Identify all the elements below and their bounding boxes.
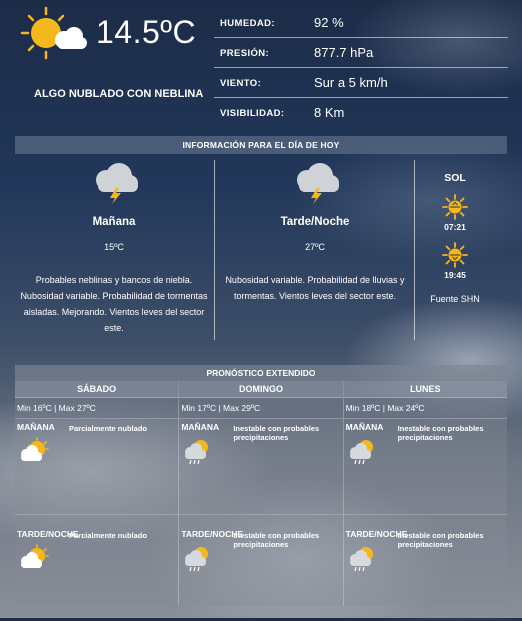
slot-title: TARDE/NOCHE: [17, 529, 79, 539]
period-description: Nubosidad variable. Probabilidad de lluvias y tormentas. Vientos leves del sector este.: [225, 275, 405, 301]
today-afternoon: [222, 160, 408, 304]
stat-value: Sur a 5 km/h: [314, 75, 388, 90]
storm-cloud-icon: [86, 160, 142, 204]
sunrise-icon: [442, 194, 468, 220]
slot-title: TARDE/NOCHE: [345, 529, 408, 539]
slot-description: Inestable con probables precipitaciones: [397, 424, 484, 442]
slot-description: Inestable con probables precipitaciones: [397, 531, 484, 549]
slot-title: TARDE/NOCHE: [181, 529, 244, 539]
night-slot: [344, 526, 508, 621]
stat-pressure: [214, 38, 508, 68]
day-column: [179, 381, 343, 606]
stat-visibility: [214, 98, 508, 127]
slot-description: Parcialmente nublado: [69, 424, 147, 433]
current-stats: [214, 8, 508, 127]
slot-title: MAÑANA: [345, 422, 384, 432]
day-name: DOMINGO: [179, 381, 342, 398]
day-column: [15, 381, 179, 606]
sunset-time: 19:45: [444, 270, 466, 280]
current-temperature: 14.5ºC: [96, 14, 197, 50]
stat-value: 8 Km: [314, 105, 345, 120]
day-name: LUNES: [344, 381, 507, 398]
partly-cloudy-icon: [17, 437, 53, 465]
stat-value: 877.7 hPa: [314, 45, 374, 60]
sunrise-time: 07:21: [444, 222, 466, 232]
slot-description: Parcialmente nublado: [69, 531, 147, 540]
sun-panel: [418, 172, 492, 304]
day-minmax: Min 18ºC | Max 24ºC: [344, 398, 507, 419]
period-temp: 27ºC: [305, 242, 325, 252]
period-temp: 15ºC: [104, 242, 124, 252]
morning-slot: [179, 419, 343, 515]
day-name: SÁBADO: [15, 381, 178, 398]
day-columns: [15, 381, 507, 606]
today-morning: [18, 160, 210, 336]
current-conditions: [0, 0, 522, 130]
today-header: INFORMACIÓN PARA EL DÍA DE HOY: [15, 136, 507, 154]
extended-header: PRONÓSTICO EXTENDIDO: [15, 365, 507, 381]
stat-humidity: [214, 8, 508, 38]
storm-cloud-icon: [287, 160, 343, 204]
sun-rain-icon: [346, 544, 382, 572]
slot-description: Inestable con probables precipitaciones: [233, 424, 320, 442]
slot-title: MAÑANA: [181, 422, 220, 432]
stat-value: 92 %: [314, 15, 344, 30]
stat-label: VISIBILIDAD:: [220, 108, 285, 119]
night-slot: [179, 526, 343, 621]
slot-title: MAÑANA: [17, 422, 55, 432]
night-slot: [15, 526, 179, 621]
period-title: Mañana: [92, 216, 136, 228]
sun-rain-icon: [181, 437, 217, 465]
sunset-icon: [442, 242, 468, 268]
stat-label: HUMEDAD:: [220, 18, 275, 29]
period-description: Probables neblinas y bancos de niebla. Nubosidad variable. Probabilidad de tormentas aisladas. Mejorando. Vientos leves del sector este.: [20, 275, 208, 333]
day-column: [344, 381, 507, 606]
sun-rain-icon: [346, 437, 382, 465]
sun-rain-icon: [181, 544, 217, 572]
divider: [414, 160, 415, 340]
morning-slot: [15, 419, 179, 515]
stat-label: VIENTO:: [220, 78, 262, 89]
partly-cloudy-icon: [17, 544, 53, 572]
day-minmax: Min 16ºC | Max 27ºC: [15, 398, 178, 419]
slot-description: Inestable con probables precipitaciones: [233, 531, 320, 549]
stat-label: PRESIÓN:: [220, 48, 270, 59]
divider: [214, 160, 215, 340]
morning-slot: [344, 419, 508, 515]
sun-source: Fuente SHN: [430, 294, 480, 304]
period-title: Tarde/Noche: [280, 216, 350, 228]
sun-title: SOL: [444, 172, 466, 184]
extended-forecast: [15, 365, 507, 606]
day-minmax: Min 17ºC | Max 29ºC: [179, 398, 342, 419]
sun-cloud-icon: [20, 6, 88, 62]
current-condition: ALGO NUBLADO CON NEBLINA: [34, 88, 204, 100]
stat-wind: [214, 68, 508, 98]
